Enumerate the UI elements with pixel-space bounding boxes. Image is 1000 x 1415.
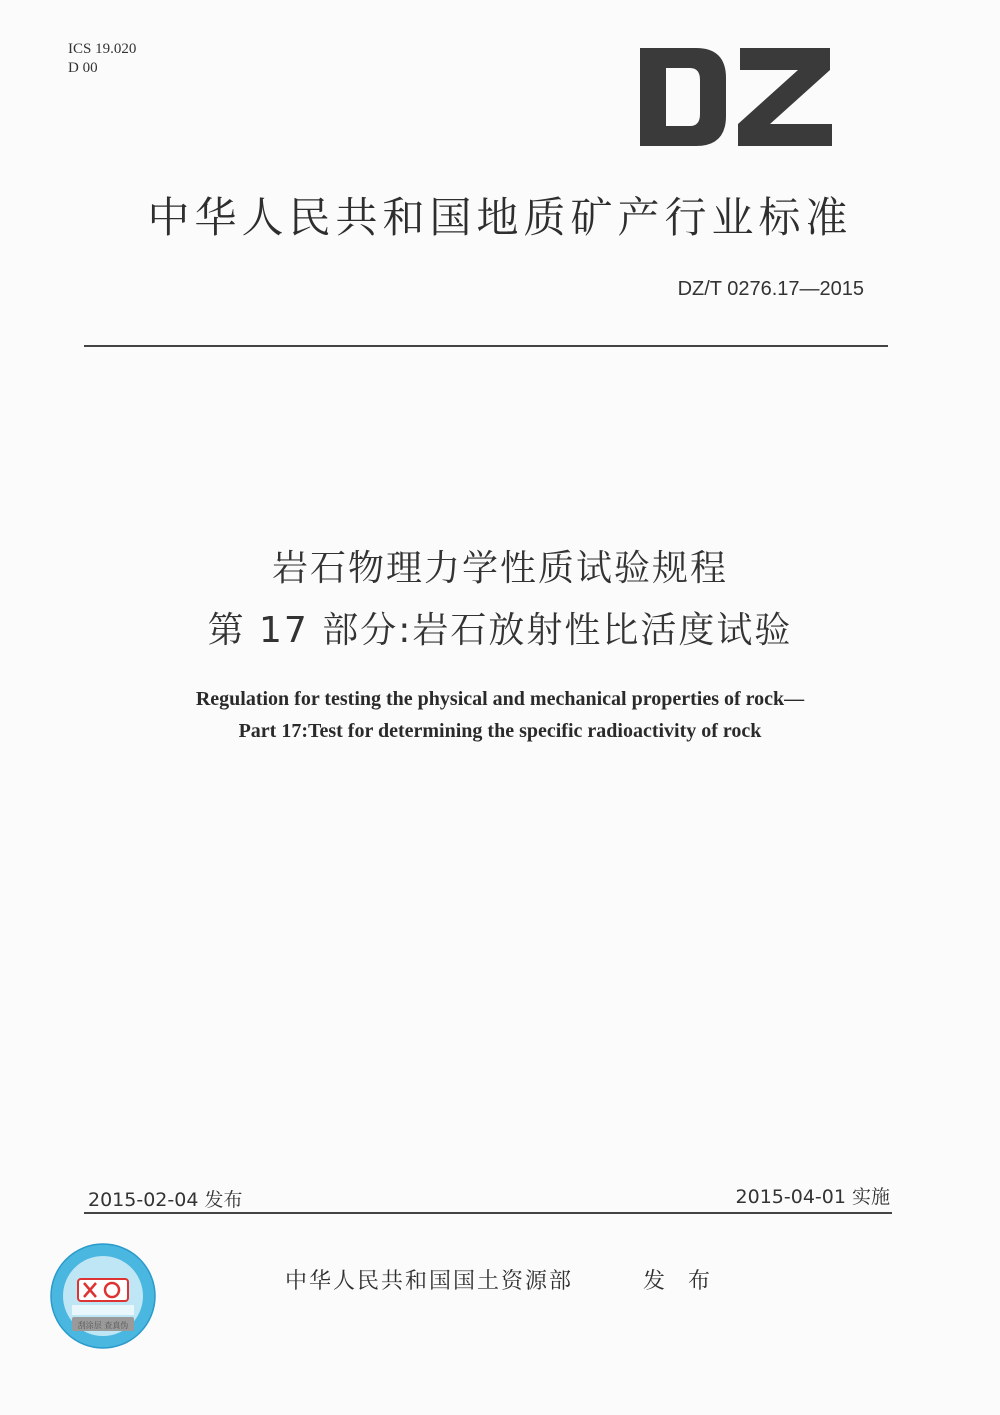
header-divider [84, 345, 888, 347]
ics-code: ICS 19.020 [68, 41, 137, 57]
classification-codes [68, 40, 136, 78]
title-en-line2: Part 17:Test for determining the specific radioactivity of rock [238, 720, 762, 742]
publish-label: 发 布 [643, 1269, 718, 1294]
title-en-line1: Regulation for testing the physical and mechanical properties of rock— [195, 688, 805, 710]
dz-logo [640, 48, 832, 146]
ccs-code: D 00 [68, 60, 98, 76]
title-cn-line2: 第 17 部分:岩石放射性比活度试验 [207, 610, 793, 651]
title-cn-line1: 岩石物理力学性质试验规程 [271, 548, 728, 589]
anti-counterfeit-stamp-icon [50, 1243, 156, 1349]
footer-divider [84, 1212, 892, 1214]
standard-number: DZ/T 0276.17—2015 [677, 278, 864, 300]
standard-category: 中华人民共和国地质矿产行业标准 [147, 193, 853, 242]
publisher-name: 中华人民共和国国土资源部 [285, 1269, 574, 1294]
issue-date: 2015-02-04 发布 [88, 1189, 243, 1211]
stamp-caption: 刮涂层 查真伪 [77, 1321, 129, 1330]
implementation-date: 2015-04-01 实施 [735, 1186, 890, 1208]
